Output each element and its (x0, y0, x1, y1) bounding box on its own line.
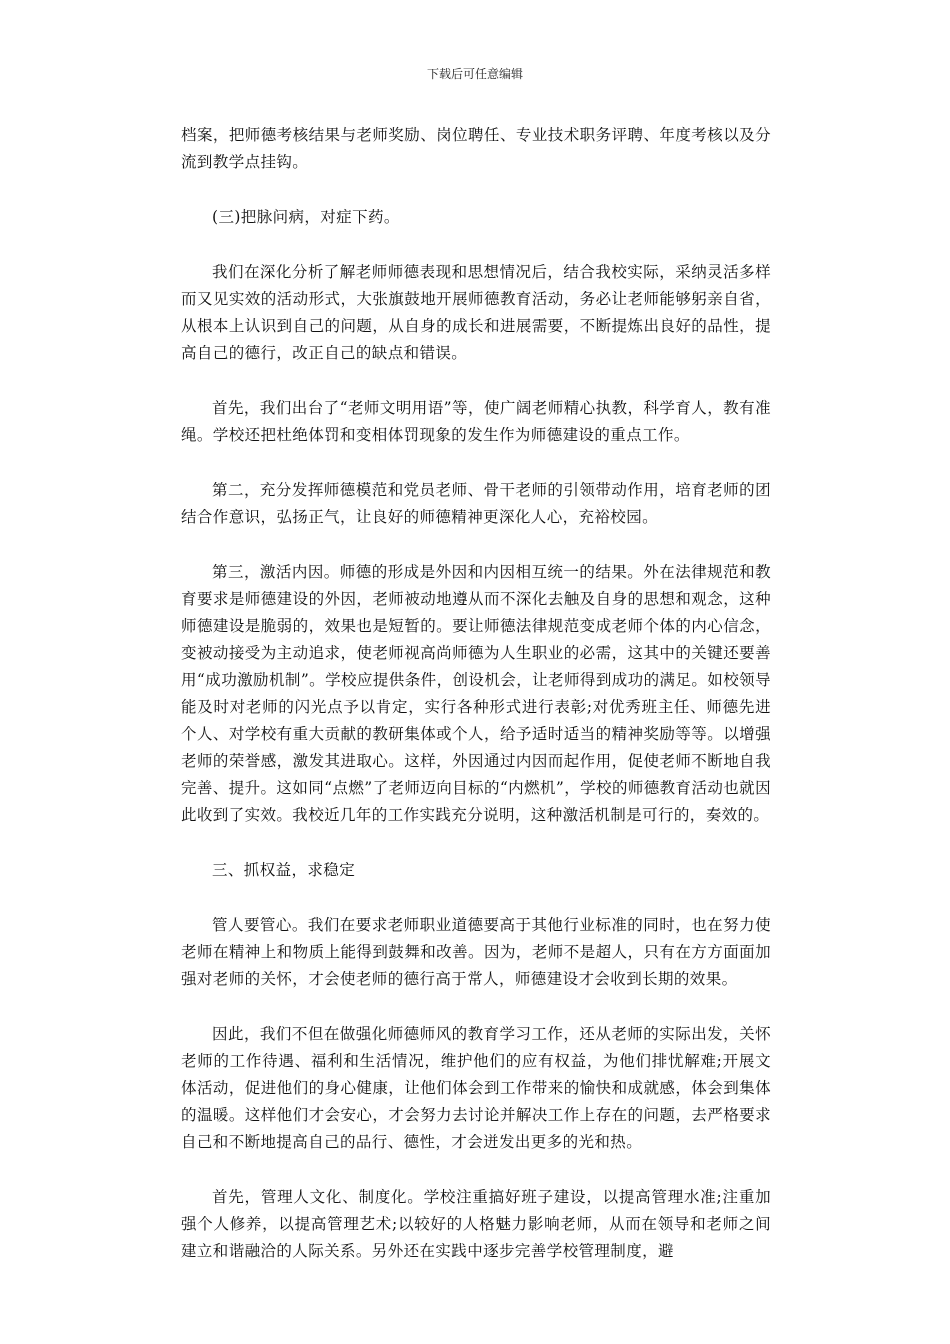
paragraph-archive: 档案，把师德考核结果与老师奖励、岗位聘任、专业技术职务评聘、年度考核以及分流到教学点挂钩。 (181, 126, 771, 171)
paragraph-management: 首先，管理人文化、制度化。学校注重搞好班子建设，以提高管理水准;注重加强个人修养，以提高管理艺术;以较好的人格魅力影响老师，从而在领导和老师之间建立和谐融洽的人际关系。另外还在实践中逐步完善学校管理制度，避 (181, 1188, 771, 1260)
section-heading-rights: 三、抓权益，求稳定 (212, 861, 356, 879)
paragraph-therefore: 因此，我们不但在做强化师德师风的教育学习工作，还从老师的实际出发，关怀老师的工作待遇、福利和生活情况，维护他们的应有权益，为他们排忧解难;开展文体活动，促进他们的身心健康，让他们体会到工作带来的愉快和成就感，体会到集体的温暖。这样他们才会安心，才会努力去讨论并解决工作上存在的问题，去严格要求自己和不断地提高自己的品行、德性，才会迸发出更多的光和热。 (181, 1025, 771, 1151)
paragraph-analysis: 我们在深化分析了解老师师德表现和思想情况后，结合我校实际，采纳灵活多样而又见实效的活动形式，大张旗鼓地开展师德教育活动，务必让老师能够躬亲自省，从根本上认识到自己的问题，从自身的成长和进展需要，不断提炼出良好的品性，提高自己的德行，改正自己的缺点和错误。 (181, 263, 771, 362)
paragraph-second: 第二，充分发挥师德模范和党员老师、骨干老师的引领带动作用，培育老师的团结合作意识，弘扬正气，让良好的师德精神更深化人心，充裕校园。 (181, 481, 771, 526)
page-header: 下载后可任意编辑 (426, 67, 523, 81)
section-heading-diagnose: (三)把脉问病，对症下药。 (212, 208, 400, 226)
paragraph-third: 第三，激活内因。师德的形成是外因和内因相互统一的结果。外在法律规范和教育要求是师德建设的外因，老师被动地遵从而不深化去触及自身的思想和观念，这种师德建设是脆弱的，效果也是短暂的。要让师德法律规范变成老师个体的内心信念，变被动接受为主动追求，使老师视高尚师德为人生职业的必需，这其中的关键还要善用“成功激励机制”。学校应提供条件，创设机会，让老师得到成功的满足。如校领导能及时对老师的闪光点予以肯定，实行各种形式进行表彰;对优秀班主任、师德先进个人、对学校有重大贡献的教研集体或个人，给予适时适当的精神奖励等等。以增强老师的荣誉感，激发其进取心。这样，外因通过内因而起作用，促使老师不断地自我完善、提升。这如同“点燃”了老师迈向目标的“内燃机”，学校的师德教育活动也就因此收到了实效。我校近几年的工作实践充分说明，这种激活机制是可行的，奏效的。 (181, 563, 771, 824)
paragraph-first: 首先，我们出台了“老师文明用语”等，使广阔老师精心执教，科学育人，教有准绳。学校还把杜绝体罚和变相体罚现象的发生作为师德建设的重点工作。 (181, 399, 771, 444)
paragraph-care: 管人要管心。我们在要求老师职业道德要高于其他行业标准的同时，也在努力使老师在精神上和物质上能得到鼓舞和改善。因为，老师不是超人，只有在方方面面加强对老师的关怀，才会使老师的德行高于常人，师德建设才会收到长期的效果。 (181, 916, 771, 988)
document-body (181, 122, 771, 1293)
